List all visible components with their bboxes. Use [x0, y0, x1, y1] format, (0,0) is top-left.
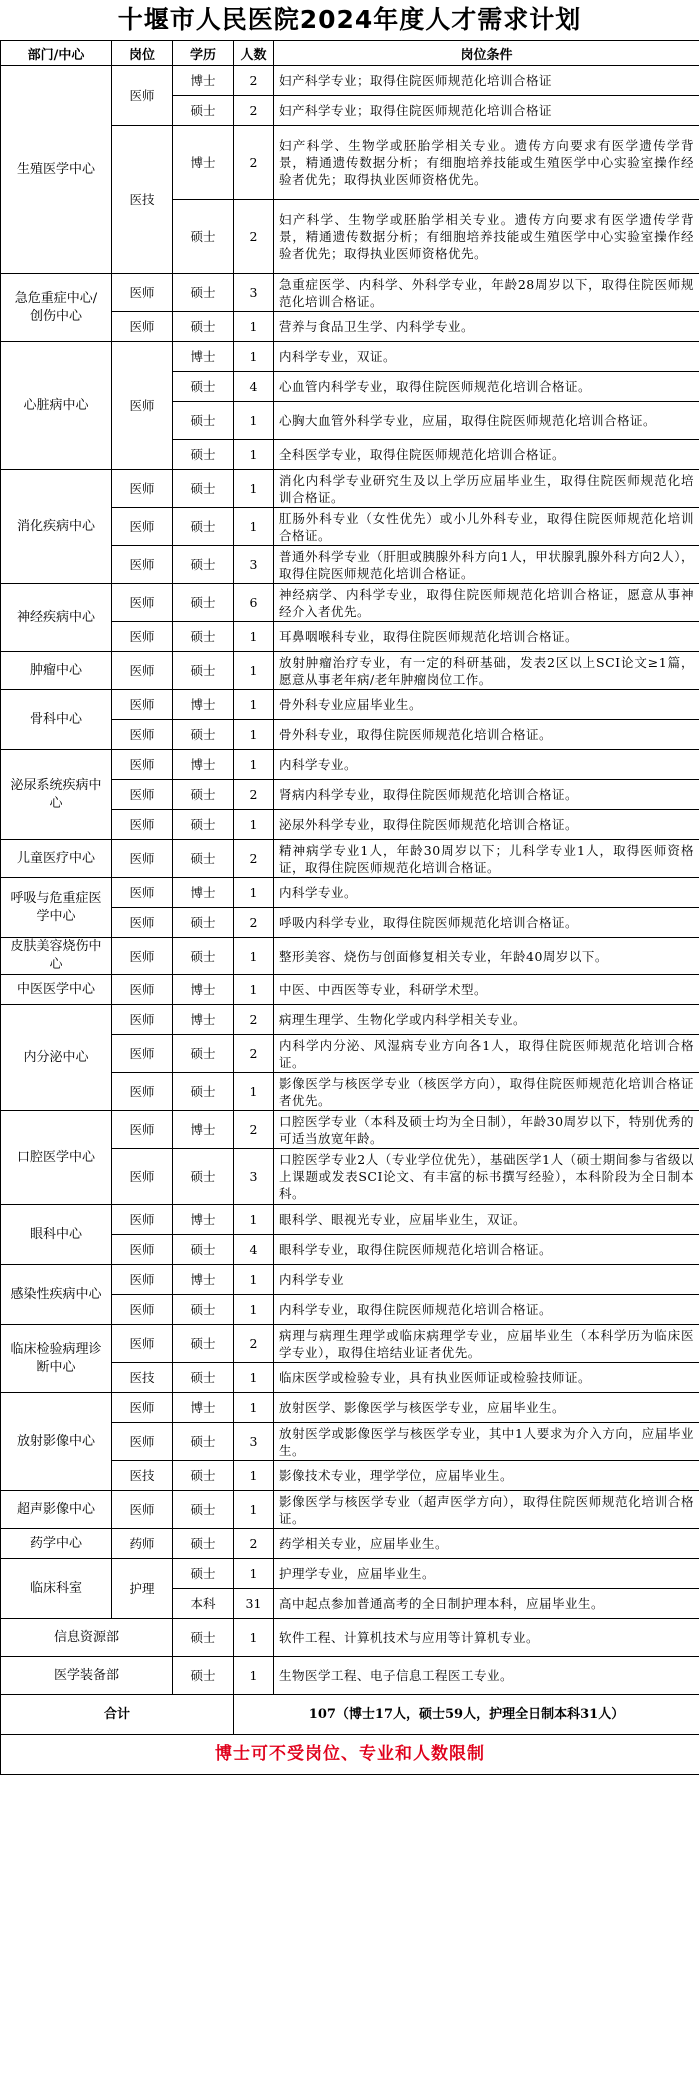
count-cell: 1 [234, 312, 274, 342]
position-cell: 医师 [112, 1035, 173, 1073]
condition-cell: 内科学专业。 [274, 750, 699, 780]
dept-cell: 呼吸与危重症医学中心 [1, 878, 112, 938]
condition-cell: 口腔医学专业（本科及硕士均为全日制），年龄30周岁以下，特别优秀的可适当放宽年龄。 [274, 1111, 699, 1149]
recruitment-table [0, 40, 699, 1775]
total-row [1, 1695, 699, 1735]
position-cell: 医师 [112, 750, 173, 780]
position-cell: 医技 [112, 1363, 173, 1393]
header-count: 人数 [234, 41, 274, 66]
condition-cell: 急重症医学、内科学、外科学专业，年龄28周岁以下，取得住院医师规范化培训合格证。 [274, 274, 699, 312]
position-cell: 医师 [112, 720, 173, 750]
count-cell: 1 [234, 470, 274, 508]
dept-cell: 药学中心 [1, 1529, 112, 1559]
condition-cell: 骨外科专业，取得住院医师规范化培训合格证。 [274, 720, 699, 750]
condition-cell: 眼科学专业，取得住院医师规范化培训合格证。 [274, 1235, 699, 1265]
table-row [1, 1005, 699, 1035]
condition-cell: 全科医学专业，取得住院医师规范化培训合格证。 [274, 440, 699, 470]
table-row [1, 878, 699, 908]
table-row [1, 1205, 699, 1235]
degree-cell: 硕士 [173, 584, 234, 622]
count-cell: 1 [234, 1461, 274, 1491]
count-cell: 1 [234, 720, 274, 750]
degree-cell: 硕士 [173, 1073, 234, 1111]
condition-cell: 影像医学与核医学专业（核医学方向），取得住院医师规范化培训合格证者优先。 [274, 1073, 699, 1111]
count-cell: 2 [234, 1529, 274, 1559]
position-cell: 医师 [112, 470, 173, 508]
degree-cell: 硕士 [173, 1559, 234, 1589]
dept-cell: 泌尿系统疾病中心 [1, 750, 112, 840]
position-cell: 医师 [112, 274, 173, 312]
position-cell: 医师 [112, 780, 173, 810]
position-cell: 医师 [112, 938, 173, 975]
total-value: 107（博士17人，硕士59人，护理全日制本科31人） [234, 1695, 699, 1735]
count-cell: 4 [234, 1235, 274, 1265]
position-cell: 医师 [112, 622, 173, 652]
condition-cell: 影像技术专业，理学学位，应届毕业生。 [274, 1461, 699, 1491]
count-cell: 2 [234, 1111, 274, 1149]
degree-cell: 博士 [173, 1111, 234, 1149]
dept-cell: 放射影像中心 [1, 1393, 112, 1491]
count-cell: 2 [234, 908, 274, 938]
page-title: 十堰市人民医院2024年度人才需求计划 [117, 5, 582, 34]
degree-cell: 硕士 [173, 402, 234, 440]
position-cell: 医师 [112, 878, 173, 908]
degree-cell: 硕士 [173, 1657, 234, 1695]
degree-cell: 硕士 [173, 1035, 234, 1073]
degree-cell: 本科 [173, 1589, 234, 1619]
table-row [1, 274, 699, 312]
degree-cell: 硕士 [173, 312, 234, 342]
condition-cell: 内科学专业 [274, 1265, 699, 1295]
condition-cell: 内科学专业。 [274, 878, 699, 908]
condition-cell: 内科学内分泌、风湿病专业方向各1人，取得住院医师规范化培训合格证。 [274, 1035, 699, 1073]
count-cell: 1 [234, 652, 274, 690]
condition-cell: 呼吸内科学专业，取得住院医师规范化培训合格证。 [274, 908, 699, 938]
condition-cell: 消化内科学专业研究生及以上学历应届毕业生，取得住院医师规范化培训合格证。 [274, 470, 699, 508]
condition-cell: 生物医学工程、电子信息工程医工专业。 [274, 1657, 699, 1695]
count-cell: 2 [234, 840, 274, 878]
condition-cell: 病理与病理生理学或临床病理学专业，应届毕业生（本科学历为临床医学专业），取得住培结业证者优先。 [274, 1325, 699, 1363]
degree-cell: 硕士 [173, 622, 234, 652]
count-cell: 1 [234, 690, 274, 720]
degree-cell: 博士 [173, 750, 234, 780]
condition-cell: 妇产科学、生物学或胚胎学相关专业。遗传方向要求有医学遗传学背景，精通遗传数据分析；有细胞培养技能或生殖医学中心实验室操作经验者优先；取得执业医师资格优先。 [274, 126, 699, 200]
position-cell: 医师 [112, 1073, 173, 1111]
degree-cell: 博士 [173, 1205, 234, 1235]
table-row [1, 1559, 699, 1589]
count-cell: 1 [234, 440, 274, 470]
condition-cell: 心血管内科学专业，取得住院医师规范化培训合格证。 [274, 372, 699, 402]
dept-cell: 神经疾病中心 [1, 584, 112, 652]
position-cell: 医师 [112, 1111, 173, 1149]
table-row [1, 652, 699, 690]
degree-cell: 硕士 [173, 200, 234, 274]
degree-cell: 硕士 [173, 810, 234, 840]
count-cell: 2 [234, 1005, 274, 1035]
position-cell: 护理 [112, 1559, 173, 1619]
degree-cell: 硕士 [173, 546, 234, 584]
position-cell: 医师 [112, 652, 173, 690]
dept-cell: 感染性疾病中心 [1, 1265, 112, 1325]
position-cell: 医师 [112, 1149, 173, 1205]
position-cell: 医技 [112, 1461, 173, 1491]
position-cell: 医师 [112, 508, 173, 546]
position-cell: 医师 [112, 690, 173, 720]
condition-cell: 肾病内科学专业，取得住院医师规范化培训合格证。 [274, 780, 699, 810]
note-row [1, 1735, 699, 1775]
position-cell: 医师 [112, 975, 173, 1005]
position-cell: 医师 [112, 810, 173, 840]
degree-cell: 硕士 [173, 780, 234, 810]
position-cell: 药师 [112, 1529, 173, 1559]
degree-cell: 硕士 [173, 1423, 234, 1461]
position-cell: 医师 [112, 1295, 173, 1325]
condition-cell: 放射肿瘤治疗专业，有一定的科研基础，发表2区以上SCI论文≥1篇，愿意从事老年病/老年肿瘤岗位工作。 [274, 652, 699, 690]
position-cell: 医师 [112, 66, 173, 126]
degree-cell: 硕士 [173, 1363, 234, 1393]
count-cell: 1 [234, 878, 274, 908]
degree-cell: 硕士 [173, 274, 234, 312]
count-cell: 1 [234, 1073, 274, 1111]
count-cell: 1 [234, 342, 274, 372]
position-cell: 医技 [112, 126, 173, 274]
degree-cell: 硕士 [173, 1619, 234, 1657]
degree-cell: 博士 [173, 878, 234, 908]
count-cell: 1 [234, 1265, 274, 1295]
dept-cell: 骨科中心 [1, 690, 112, 750]
condition-cell: 内科学专业，取得住院医师规范化培训合格证。 [274, 1295, 699, 1325]
condition-cell: 药学相关专业，应届毕业生。 [274, 1529, 699, 1559]
table-row [1, 1491, 699, 1529]
condition-cell: 精神病学专业1人，年龄30周岁以下；儿科学专业1人，取得医师资格证，取得住院医师规范化培训合格证。 [274, 840, 699, 878]
degree-cell: 硕士 [173, 1529, 234, 1559]
count-cell: 1 [234, 1491, 274, 1529]
position-cell: 医师 [112, 584, 173, 622]
position-cell: 医师 [112, 1393, 173, 1423]
header-dept: 部门/中心 [1, 41, 112, 66]
dept-cell: 心脏病中心 [1, 342, 112, 470]
count-cell: 1 [234, 1559, 274, 1589]
count-cell: 1 [234, 810, 274, 840]
condition-cell: 内科学专业，双证。 [274, 342, 699, 372]
condition-cell: 中医、中西医等专业，科研学术型。 [274, 975, 699, 1005]
degree-cell: 博士 [173, 975, 234, 1005]
count-cell: 6 [234, 584, 274, 622]
degree-cell: 硕士 [173, 1295, 234, 1325]
table-row [1, 975, 699, 1005]
degree-cell: 硕士 [173, 908, 234, 938]
condition-cell: 病理生理学、生物化学或内科学相关专业。 [274, 1005, 699, 1035]
degree-cell: 博士 [173, 66, 234, 96]
condition-cell: 临床医学或检验专业，具有执业医师证或检验技师证。 [274, 1363, 699, 1393]
dept-cell: 眼科中心 [1, 1205, 112, 1265]
table-row [1, 1265, 699, 1295]
count-cell: 31 [234, 1589, 274, 1619]
degree-cell: 硕士 [173, 1461, 234, 1491]
count-cell: 1 [234, 938, 274, 975]
position-cell: 医师 [112, 342, 173, 470]
total-label: 合计 [1, 1695, 234, 1735]
degree-cell: 硕士 [173, 1235, 234, 1265]
position-cell: 医师 [112, 312, 173, 342]
condition-cell: 营养与食品卫生学、内科学专业。 [274, 312, 699, 342]
position-cell: 医师 [112, 1325, 173, 1363]
count-cell: 3 [234, 1423, 274, 1461]
count-cell: 2 [234, 1035, 274, 1073]
table-row [1, 1325, 699, 1363]
count-cell: 1 [234, 1363, 274, 1393]
count-cell: 1 [234, 1393, 274, 1423]
dept-cell: 消化疾病中心 [1, 470, 112, 584]
degree-cell: 博士 [173, 1005, 234, 1035]
degree-cell: 硕士 [173, 96, 234, 126]
count-cell: 3 [234, 1149, 274, 1205]
condition-cell: 普通外科学专业（肝胆或胰腺外科方向1人，甲状腺乳腺外科方向2人），取得住院医师规范化培训合格证。 [274, 546, 699, 584]
table-row [1, 66, 699, 96]
condition-cell: 放射医学、影像医学与核医学专业，应届毕业生。 [274, 1393, 699, 1423]
count-cell: 4 [234, 372, 274, 402]
table-row [1, 938, 699, 975]
count-cell: 3 [234, 546, 274, 584]
condition-cell: 肛肠外科专业（女性优先）或小儿外科专业，取得住院医师规范化培训合格证。 [274, 508, 699, 546]
position-cell: 医师 [112, 1265, 173, 1295]
table-row [1, 840, 699, 878]
degree-cell: 硕士 [173, 938, 234, 975]
degree-cell: 硕士 [173, 470, 234, 508]
count-cell: 2 [234, 66, 274, 96]
dept-cell: 儿童医疗中心 [1, 840, 112, 878]
position-cell: 医师 [112, 1005, 173, 1035]
condition-cell: 妇产科学专业；取得住院医师规范化培训合格证 [274, 66, 699, 96]
table-row [1, 1529, 699, 1559]
condition-cell: 软件工程、计算机技术与应用等计算机专业。 [274, 1619, 699, 1657]
condition-cell: 妇产科学、生物学或胚胎学相关专业。遗传方向要求有医学遗传学背景，精通遗传数据分析；有细胞培养技能或生殖医学中心实验室操作经验者优先；取得执业医师资格优先。 [274, 200, 699, 274]
position-cell: 医师 [112, 840, 173, 878]
count-cell: 1 [234, 1619, 274, 1657]
table-row [1, 1657, 699, 1695]
position-cell: 医师 [112, 1205, 173, 1235]
count-cell: 1 [234, 1295, 274, 1325]
degree-cell: 硕士 [173, 440, 234, 470]
count-cell: 2 [234, 96, 274, 126]
condition-cell: 护理学专业，应届毕业生。 [274, 1559, 699, 1589]
position-cell: 医师 [112, 1423, 173, 1461]
dept-cell: 皮肤美容烧伤中心 [1, 938, 112, 975]
degree-cell: 硕士 [173, 1491, 234, 1529]
dept-cell: 肿瘤中心 [1, 652, 112, 690]
condition-cell: 放射医学或影像医学与核医学专业，其中1人要求为介入方向，应届毕业生。 [274, 1423, 699, 1461]
condition-cell: 神经病学、内科学专业，取得住院医师规范化培训合格证，愿意从事神经介入者优先。 [274, 584, 699, 622]
count-cell: 1 [234, 402, 274, 440]
position-cell: 医师 [112, 908, 173, 938]
count-cell: 1 [234, 975, 274, 1005]
degree-cell: 博士 [173, 1265, 234, 1295]
dept-cell: 超声影像中心 [1, 1491, 112, 1529]
condition-cell: 整形美容、烧伤与创面修复相关专业，年龄40周岁以下。 [274, 938, 699, 975]
header-degree: 学历 [173, 41, 234, 66]
condition-cell: 骨外科专业应届毕业生。 [274, 690, 699, 720]
degree-cell: 硕士 [173, 372, 234, 402]
position-cell: 医师 [112, 1235, 173, 1265]
dept-cell: 临床检验病理诊断中心 [1, 1325, 112, 1393]
count-cell: 1 [234, 508, 274, 546]
table-row [1, 1393, 699, 1423]
condition-cell: 眼科学、眼视光专业，应届毕业生，双证。 [274, 1205, 699, 1235]
count-cell: 1 [234, 1657, 274, 1695]
dept-cell: 生殖医学中心 [1, 66, 112, 274]
degree-cell: 硕士 [173, 508, 234, 546]
degree-cell: 硕士 [173, 652, 234, 690]
degree-cell: 硕士 [173, 840, 234, 878]
header-position: 岗位 [112, 41, 173, 66]
count-cell: 3 [234, 274, 274, 312]
table-row [1, 584, 699, 622]
degree-cell: 博士 [173, 342, 234, 372]
table-row [1, 470, 699, 508]
count-cell: 2 [234, 780, 274, 810]
position-cell: 医师 [112, 1491, 173, 1529]
header-conditions: 岗位条件 [274, 41, 699, 66]
note-text: 博士可不受岗位、专业和人数限制 [1, 1735, 699, 1775]
condition-cell: 影像医学与核医学专业（超声医学方向），取得住院医师规范化培训合格证。 [274, 1491, 699, 1529]
dept-cell: 中医医学中心 [1, 975, 112, 1005]
dept-cell: 内分泌中心 [1, 1005, 112, 1111]
condition-cell: 泌尿外科学专业，取得住院医师规范化培训合格证。 [274, 810, 699, 840]
dept-cell: 信息资源部 [1, 1619, 173, 1657]
table-row [1, 1619, 699, 1657]
condition-cell: 耳鼻咽喉科专业，取得住院医师规范化培训合格证。 [274, 622, 699, 652]
position-cell: 医师 [112, 546, 173, 584]
dept-cell: 医学装备部 [1, 1657, 173, 1695]
table-row [1, 750, 699, 780]
count-cell: 2 [234, 1325, 274, 1363]
table-row [1, 342, 699, 372]
degree-cell: 博士 [173, 126, 234, 200]
dept-cell: 急危重症中心/创伤中心 [1, 274, 112, 342]
table-header-row [1, 41, 699, 66]
condition-cell: 高中起点参加普通高考的全日制护理本科，应届毕业生。 [274, 1589, 699, 1619]
count-cell: 1 [234, 622, 274, 652]
condition-cell: 口腔医学专业2人（专业学位优先），基础医学1人（硕士期间参与省级以上课题或发表SCI论文、有丰富的标书撰写经验），本科阶段为全日制本科。 [274, 1149, 699, 1205]
degree-cell: 硕士 [173, 720, 234, 750]
count-cell: 2 [234, 200, 274, 274]
degree-cell: 博士 [173, 1393, 234, 1423]
count-cell: 1 [234, 750, 274, 780]
table-row [1, 1111, 699, 1149]
condition-cell: 心胸大血管外科学专业，应届，取得住院医师规范化培训合格证。 [274, 402, 699, 440]
degree-cell: 硕士 [173, 1149, 234, 1205]
dept-cell: 临床科室 [1, 1559, 112, 1619]
dept-cell: 口腔医学中心 [1, 1111, 112, 1205]
count-cell: 2 [234, 126, 274, 200]
degree-cell: 硕士 [173, 1325, 234, 1363]
condition-cell: 妇产科学专业；取得住院医师规范化培训合格证 [274, 96, 699, 126]
degree-cell: 博士 [173, 690, 234, 720]
table-row [1, 690, 699, 720]
count-cell: 1 [234, 1205, 274, 1235]
